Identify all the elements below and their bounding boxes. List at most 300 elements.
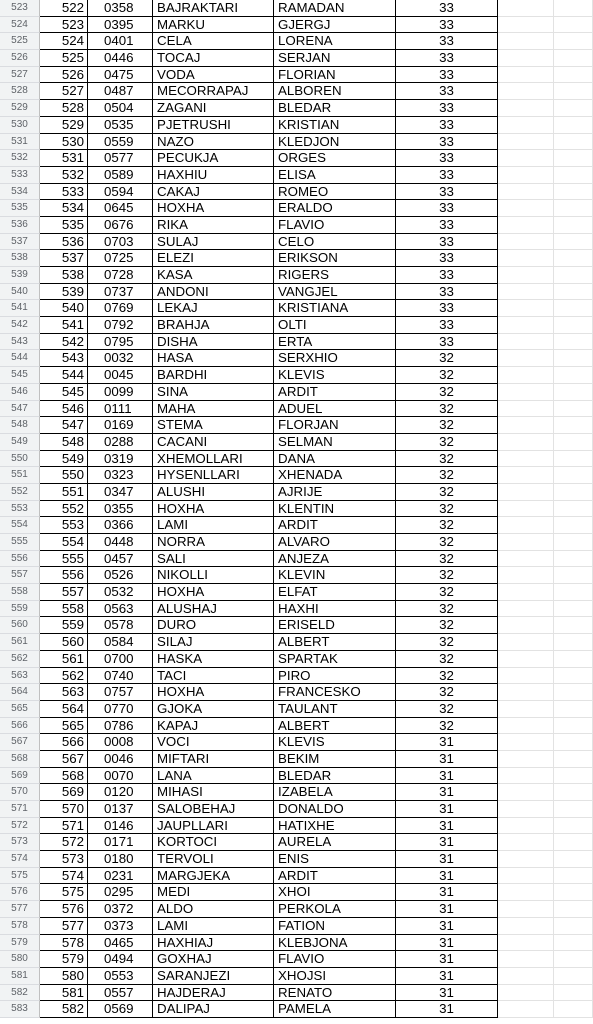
cell-code[interactable]: 0046: [88, 751, 153, 768]
cell-empty[interactable]: [498, 985, 554, 1002]
cell-empty[interactable]: [554, 334, 593, 351]
cell-name[interactable]: SERXHIO: [274, 350, 396, 367]
cell-empty[interactable]: [498, 601, 554, 618]
cell-empty[interactable]: [554, 234, 593, 251]
cell-empty[interactable]: [498, 401, 554, 418]
cell-number[interactable]: 524: [40, 33, 88, 50]
cell-code[interactable]: 0319: [88, 451, 153, 468]
cell-number[interactable]: 573: [40, 851, 88, 868]
cell-empty[interactable]: [554, 417, 593, 434]
cell-number[interactable]: 549: [40, 451, 88, 468]
cell-code[interactable]: 0045: [88, 367, 153, 384]
cell-score[interactable]: 31: [396, 1001, 498, 1018]
cell-code[interactable]: 0737: [88, 284, 153, 301]
cell-score[interactable]: 32: [396, 551, 498, 568]
cell-number[interactable]: 562: [40, 668, 88, 685]
cell-empty[interactable]: [554, 734, 593, 751]
cell-empty[interactable]: [554, 584, 593, 601]
cell-name[interactable]: BLEDAR: [274, 100, 396, 117]
cell-score[interactable]: 31: [396, 818, 498, 835]
cell-number[interactable]: 536: [40, 234, 88, 251]
cell-number[interactable]: 544: [40, 367, 88, 384]
row-header[interactable]: 526: [0, 50, 40, 67]
cell-score[interactable]: 32: [396, 417, 498, 434]
cell-empty[interactable]: [498, 83, 554, 100]
cell-name[interactable]: ROMEO: [274, 184, 396, 201]
cell-score[interactable]: 31: [396, 801, 498, 818]
cell-code[interactable]: 0700: [88, 651, 153, 668]
cell-surname[interactable]: BRAHJA: [153, 317, 274, 334]
cell-score[interactable]: 32: [396, 350, 498, 367]
cell-name[interactable]: FATION: [274, 918, 396, 935]
cell-empty[interactable]: [498, 951, 554, 968]
row-header[interactable]: 579: [0, 935, 40, 952]
cell-surname[interactable]: LAMI: [153, 517, 274, 534]
cell-code[interactable]: 0559: [88, 134, 153, 151]
cell-surname[interactable]: HAJDERAJ: [153, 985, 274, 1002]
cell-surname[interactable]: VOCI: [153, 734, 274, 751]
cell-code[interactable]: 0676: [88, 217, 153, 234]
cell-empty[interactable]: [554, 634, 593, 651]
cell-score[interactable]: 31: [396, 868, 498, 885]
cell-number[interactable]: 552: [40, 501, 88, 518]
cell-empty[interactable]: [554, 551, 593, 568]
cell-code[interactable]: 0032: [88, 350, 153, 367]
row-header[interactable]: 553: [0, 501, 40, 518]
row-header[interactable]: 532: [0, 150, 40, 167]
cell-score[interactable]: 33: [396, 200, 498, 217]
cell-empty[interactable]: [554, 467, 593, 484]
cell-score[interactable]: 33: [396, 267, 498, 284]
cell-name[interactable]: AURELA: [274, 834, 396, 851]
cell-code[interactable]: 0457: [88, 551, 153, 568]
cell-name[interactable]: ARDIT: [274, 868, 396, 885]
cell-empty[interactable]: [554, 601, 593, 618]
cell-score[interactable]: 33: [396, 317, 498, 334]
cell-code[interactable]: 0769: [88, 300, 153, 317]
cell-number[interactable]: 555: [40, 551, 88, 568]
cell-empty[interactable]: [498, 17, 554, 34]
cell-surname[interactable]: CAKAJ: [153, 184, 274, 201]
cell-number[interactable]: 563: [40, 684, 88, 701]
row-header[interactable]: 556: [0, 551, 40, 568]
cell-number[interactable]: 529: [40, 117, 88, 134]
cell-surname[interactable]: NIKOLLI: [153, 567, 274, 584]
cell-code[interactable]: 0347: [88, 484, 153, 501]
row-header[interactable]: 562: [0, 651, 40, 668]
cell-number[interactable]: 553: [40, 517, 88, 534]
cell-empty[interactable]: [498, 901, 554, 918]
cell-name[interactable]: GJERGJ: [274, 17, 396, 34]
cell-score[interactable]: 31: [396, 951, 498, 968]
cell-score[interactable]: 33: [396, 334, 498, 351]
row-header[interactable]: 548: [0, 417, 40, 434]
cell-score[interactable]: 32: [396, 668, 498, 685]
cell-empty[interactable]: [554, 1001, 593, 1018]
row-header[interactable]: 537: [0, 234, 40, 251]
cell-score[interactable]: 32: [396, 634, 498, 651]
cell-name[interactable]: KLEBJONA: [274, 935, 396, 952]
row-header[interactable]: 530: [0, 117, 40, 134]
cell-surname[interactable]: LEKAJ: [153, 300, 274, 317]
cell-number[interactable]: 532: [40, 167, 88, 184]
cell-surname[interactable]: MARGJEKA: [153, 868, 274, 885]
cell-empty[interactable]: [498, 567, 554, 584]
cell-surname[interactable]: SILAJ: [153, 634, 274, 651]
cell-name[interactable]: ALBOREN: [274, 83, 396, 100]
cell-name[interactable]: FLORIAN: [274, 67, 396, 84]
cell-name[interactable]: ERIKSON: [274, 250, 396, 267]
cell-empty[interactable]: [498, 501, 554, 518]
cell-score[interactable]: 31: [396, 918, 498, 935]
cell-empty[interactable]: [498, 734, 554, 751]
cell-code[interactable]: 0288: [88, 434, 153, 451]
cell-code[interactable]: 0146: [88, 818, 153, 835]
cell-surname[interactable]: KASA: [153, 267, 274, 284]
cell-name[interactable]: ALVARO: [274, 534, 396, 551]
cell-number[interactable]: 564: [40, 701, 88, 718]
cell-number[interactable]: 560: [40, 634, 88, 651]
cell-score[interactable]: 32: [396, 517, 498, 534]
row-header[interactable]: 567: [0, 734, 40, 751]
cell-score[interactable]: 32: [396, 467, 498, 484]
row-header[interactable]: 560: [0, 617, 40, 634]
cell-score[interactable]: 33: [396, 150, 498, 167]
cell-empty[interactable]: [554, 701, 593, 718]
cell-score[interactable]: 32: [396, 484, 498, 501]
cell-code[interactable]: 0323: [88, 467, 153, 484]
cell-surname[interactable]: KAPAJ: [153, 718, 274, 735]
cell-name[interactable]: ELFAT: [274, 584, 396, 601]
cell-number[interactable]: 541: [40, 317, 88, 334]
cell-code[interactable]: 0563: [88, 601, 153, 618]
cell-surname[interactable]: VODA: [153, 67, 274, 84]
cell-code[interactable]: 0487: [88, 83, 153, 100]
cell-empty[interactable]: [498, 651, 554, 668]
cell-code[interactable]: 0171: [88, 834, 153, 851]
cell-empty[interactable]: [554, 751, 593, 768]
cell-name[interactable]: RAMADAN: [274, 0, 396, 17]
cell-surname[interactable]: PECUKJA: [153, 150, 274, 167]
row-header[interactable]: 539: [0, 267, 40, 284]
cell-empty[interactable]: [498, 968, 554, 985]
cell-name[interactable]: KLEVIN: [274, 567, 396, 584]
cell-surname[interactable]: DISHA: [153, 334, 274, 351]
cell-empty[interactable]: [498, 200, 554, 217]
cell-name[interactable]: BEKIM: [274, 751, 396, 768]
cell-number[interactable]: 533: [40, 184, 88, 201]
cell-empty[interactable]: [554, 501, 593, 518]
cell-score[interactable]: 32: [396, 501, 498, 518]
cell-empty[interactable]: [498, 0, 554, 17]
cell-name[interactable]: SELMAN: [274, 434, 396, 451]
cell-empty[interactable]: [498, 50, 554, 67]
cell-empty[interactable]: [498, 451, 554, 468]
cell-code[interactable]: 0373: [88, 918, 153, 935]
cell-number[interactable]: 535: [40, 217, 88, 234]
cell-empty[interactable]: [554, 217, 593, 234]
cell-code[interactable]: 0757: [88, 684, 153, 701]
cell-number[interactable]: 572: [40, 834, 88, 851]
cell-score[interactable]: 33: [396, 100, 498, 117]
cell-code[interactable]: 0786: [88, 718, 153, 735]
cell-name[interactable]: IZABELA: [274, 784, 396, 801]
cell-empty[interactable]: [554, 935, 593, 952]
cell-empty[interactable]: [554, 384, 593, 401]
cell-empty[interactable]: [498, 217, 554, 234]
cell-number[interactable]: 522: [40, 0, 88, 17]
cell-code[interactable]: 0553: [88, 968, 153, 985]
cell-code[interactable]: 0532: [88, 584, 153, 601]
cell-number[interactable]: 543: [40, 350, 88, 367]
row-header[interactable]: 540: [0, 284, 40, 301]
cell-score[interactable]: 32: [396, 567, 498, 584]
cell-empty[interactable]: [498, 134, 554, 151]
cell-score[interactable]: 33: [396, 83, 498, 100]
row-header[interactable]: 568: [0, 751, 40, 768]
cell-surname[interactable]: ELEZI: [153, 250, 274, 267]
cell-number[interactable]: 569: [40, 784, 88, 801]
cell-empty[interactable]: [498, 284, 554, 301]
cell-empty[interactable]: [498, 467, 554, 484]
cell-empty[interactable]: [554, 918, 593, 935]
cell-surname[interactable]: KORTOCI: [153, 834, 274, 851]
row-header[interactable]: 583: [0, 1001, 40, 1018]
cell-surname[interactable]: NORRA: [153, 534, 274, 551]
cell-score[interactable]: 32: [396, 701, 498, 718]
cell-surname[interactable]: XHEMOLLARI: [153, 451, 274, 468]
cell-empty[interactable]: [498, 534, 554, 551]
row-header[interactable]: 578: [0, 918, 40, 935]
cell-number[interactable]: 547: [40, 417, 88, 434]
cell-name[interactable]: SERJAN: [274, 50, 396, 67]
cell-empty[interactable]: [554, 784, 593, 801]
cell-empty[interactable]: [498, 434, 554, 451]
cell-empty[interactable]: [554, 451, 593, 468]
row-header[interactable]: 544: [0, 350, 40, 367]
cell-empty[interactable]: [498, 834, 554, 851]
cell-empty[interactable]: [554, 350, 593, 367]
cell-name[interactable]: FLAVIO: [274, 217, 396, 234]
row-header[interactable]: 534: [0, 184, 40, 201]
cell-number[interactable]: 570: [40, 801, 88, 818]
cell-empty[interactable]: [498, 668, 554, 685]
cell-name[interactable]: RENATO: [274, 985, 396, 1002]
cell-name[interactable]: ADUEL: [274, 401, 396, 418]
row-header[interactable]: 570: [0, 784, 40, 801]
cell-score[interactable]: 32: [396, 434, 498, 451]
cell-surname[interactable]: BARDHI: [153, 367, 274, 384]
cell-score[interactable]: 32: [396, 534, 498, 551]
cell-name[interactable]: FLAVIO: [274, 951, 396, 968]
cell-empty[interactable]: [554, 851, 593, 868]
cell-code[interactable]: 0645: [88, 200, 153, 217]
row-header[interactable]: 573: [0, 834, 40, 851]
cell-empty[interactable]: [554, 684, 593, 701]
cell-name[interactable]: TAULANT: [274, 701, 396, 718]
cell-score[interactable]: 33: [396, 33, 498, 50]
cell-score[interactable]: 31: [396, 935, 498, 952]
cell-number[interactable]: 523: [40, 17, 88, 34]
cell-code[interactable]: 0231: [88, 868, 153, 885]
cell-surname[interactable]: TOCAJ: [153, 50, 274, 67]
cell-surname[interactable]: ALDO: [153, 901, 274, 918]
row-header[interactable]: 545: [0, 367, 40, 384]
cell-number[interactable]: 542: [40, 334, 88, 351]
cell-name[interactable]: ARDIT: [274, 517, 396, 534]
cell-score[interactable]: 31: [396, 968, 498, 985]
cell-empty[interactable]: [498, 33, 554, 50]
cell-empty[interactable]: [554, 0, 593, 17]
cell-score[interactable]: 31: [396, 751, 498, 768]
cell-number[interactable]: 537: [40, 250, 88, 267]
cell-empty[interactable]: [498, 751, 554, 768]
cell-score[interactable]: 33: [396, 117, 498, 134]
cell-empty[interactable]: [498, 67, 554, 84]
cell-empty[interactable]: [498, 701, 554, 718]
row-header[interactable]: 551: [0, 467, 40, 484]
cell-number[interactable]: 578: [40, 935, 88, 952]
cell-number[interactable]: 571: [40, 818, 88, 835]
cell-number[interactable]: 539: [40, 284, 88, 301]
cell-empty[interactable]: [498, 384, 554, 401]
cell-code[interactable]: 0578: [88, 617, 153, 634]
cell-code[interactable]: 0355: [88, 501, 153, 518]
row-header[interactable]: 543: [0, 334, 40, 351]
cell-empty[interactable]: [498, 167, 554, 184]
cell-empty[interactable]: [554, 267, 593, 284]
cell-name[interactable]: XHOI: [274, 884, 396, 901]
row-header[interactable]: 557: [0, 567, 40, 584]
row-header[interactable]: 538: [0, 250, 40, 267]
cell-code[interactable]: 0703: [88, 234, 153, 251]
row-header[interactable]: 547: [0, 401, 40, 418]
cell-empty[interactable]: [554, 434, 593, 451]
cell-name[interactable]: KRISTIANA: [274, 300, 396, 317]
cell-surname[interactable]: LANA: [153, 768, 274, 785]
cell-surname[interactable]: HOXHA: [153, 501, 274, 518]
cell-number[interactable]: 576: [40, 901, 88, 918]
cell-number[interactable]: 579: [40, 951, 88, 968]
row-header[interactable]: 549: [0, 434, 40, 451]
cell-score[interactable]: 33: [396, 134, 498, 151]
cell-empty[interactable]: [554, 50, 593, 67]
cell-empty[interactable]: [554, 968, 593, 985]
cell-name[interactable]: ORGES: [274, 150, 396, 167]
cell-score[interactable]: 31: [396, 901, 498, 918]
cell-empty[interactable]: [498, 718, 554, 735]
row-header[interactable]: 529: [0, 100, 40, 117]
cell-empty[interactable]: [498, 551, 554, 568]
row-header[interactable]: 533: [0, 167, 40, 184]
cell-number[interactable]: 577: [40, 918, 88, 935]
cell-number[interactable]: 575: [40, 884, 88, 901]
cell-score[interactable]: 33: [396, 67, 498, 84]
cell-code[interactable]: 0120: [88, 784, 153, 801]
cell-name[interactable]: KLEDJON: [274, 134, 396, 151]
cell-empty[interactable]: [554, 284, 593, 301]
cell-code[interactable]: 0448: [88, 534, 153, 551]
cell-empty[interactable]: [498, 584, 554, 601]
cell-name[interactable]: KLENTIN: [274, 501, 396, 518]
cell-score[interactable]: 32: [396, 401, 498, 418]
cell-empty[interactable]: [498, 484, 554, 501]
cell-empty[interactable]: [498, 334, 554, 351]
cell-number[interactable]: 574: [40, 868, 88, 885]
cell-empty[interactable]: [554, 567, 593, 584]
cell-name[interactable]: ERALDO: [274, 200, 396, 217]
cell-empty[interactable]: [554, 818, 593, 835]
cell-empty[interactable]: [498, 517, 554, 534]
cell-name[interactable]: DANA: [274, 451, 396, 468]
cell-empty[interactable]: [498, 617, 554, 634]
cell-score[interactable]: 31: [396, 784, 498, 801]
cell-number[interactable]: 525: [40, 50, 88, 67]
cell-number[interactable]: 534: [40, 200, 88, 217]
cell-code[interactable]: 0792: [88, 317, 153, 334]
cell-empty[interactable]: [554, 884, 593, 901]
cell-name[interactable]: CELO: [274, 234, 396, 251]
cell-name[interactable]: ENIS: [274, 851, 396, 868]
cell-empty[interactable]: [498, 317, 554, 334]
cell-number[interactable]: 568: [40, 768, 88, 785]
cell-empty[interactable]: [554, 150, 593, 167]
cell-empty[interactable]: [498, 1001, 554, 1018]
cell-surname[interactable]: ALUSHAJ: [153, 601, 274, 618]
cell-score[interactable]: 31: [396, 985, 498, 1002]
cell-code[interactable]: 0577: [88, 150, 153, 167]
cell-number[interactable]: 565: [40, 718, 88, 735]
cell-code[interactable]: 0070: [88, 768, 153, 785]
cell-name[interactable]: KLEVIS: [274, 734, 396, 751]
cell-surname[interactable]: GJOKA: [153, 701, 274, 718]
cell-surname[interactable]: GOXHAJ: [153, 951, 274, 968]
cell-score[interactable]: 32: [396, 718, 498, 735]
cell-number[interactable]: 566: [40, 734, 88, 751]
row-header[interactable]: 572: [0, 818, 40, 835]
cell-empty[interactable]: [498, 367, 554, 384]
cell-surname[interactable]: BAJRAKTARI: [153, 0, 274, 17]
row-header[interactable]: 554: [0, 517, 40, 534]
cell-code[interactable]: 0569: [88, 1001, 153, 1018]
cell-surname[interactable]: TACI: [153, 668, 274, 685]
cell-empty[interactable]: [554, 868, 593, 885]
cell-empty[interactable]: [498, 250, 554, 267]
cell-score[interactable]: 32: [396, 451, 498, 468]
cell-empty[interactable]: [554, 718, 593, 735]
cell-name[interactable]: FLORJAN: [274, 417, 396, 434]
cell-number[interactable]: 557: [40, 584, 88, 601]
cell-empty[interactable]: [554, 300, 593, 317]
cell-empty[interactable]: [498, 818, 554, 835]
cell-name[interactable]: HATIXHE: [274, 818, 396, 835]
row-header[interactable]: 558: [0, 584, 40, 601]
cell-empty[interactable]: [554, 67, 593, 84]
cell-surname[interactable]: HASKA: [153, 651, 274, 668]
row-header[interactable]: 525: [0, 33, 40, 50]
cell-code[interactable]: 0740: [88, 668, 153, 685]
cell-name[interactable]: ELISA: [274, 167, 396, 184]
cell-name[interactable]: AJRIJE: [274, 484, 396, 501]
cell-score[interactable]: 33: [396, 217, 498, 234]
cell-code[interactable]: 0526: [88, 567, 153, 584]
row-header[interactable]: 542: [0, 317, 40, 334]
cell-surname[interactable]: SINA: [153, 384, 274, 401]
cell-number[interactable]: 580: [40, 968, 88, 985]
cell-surname[interactable]: SALOBEHAJ: [153, 801, 274, 818]
cell-empty[interactable]: [498, 784, 554, 801]
cell-empty[interactable]: [554, 200, 593, 217]
